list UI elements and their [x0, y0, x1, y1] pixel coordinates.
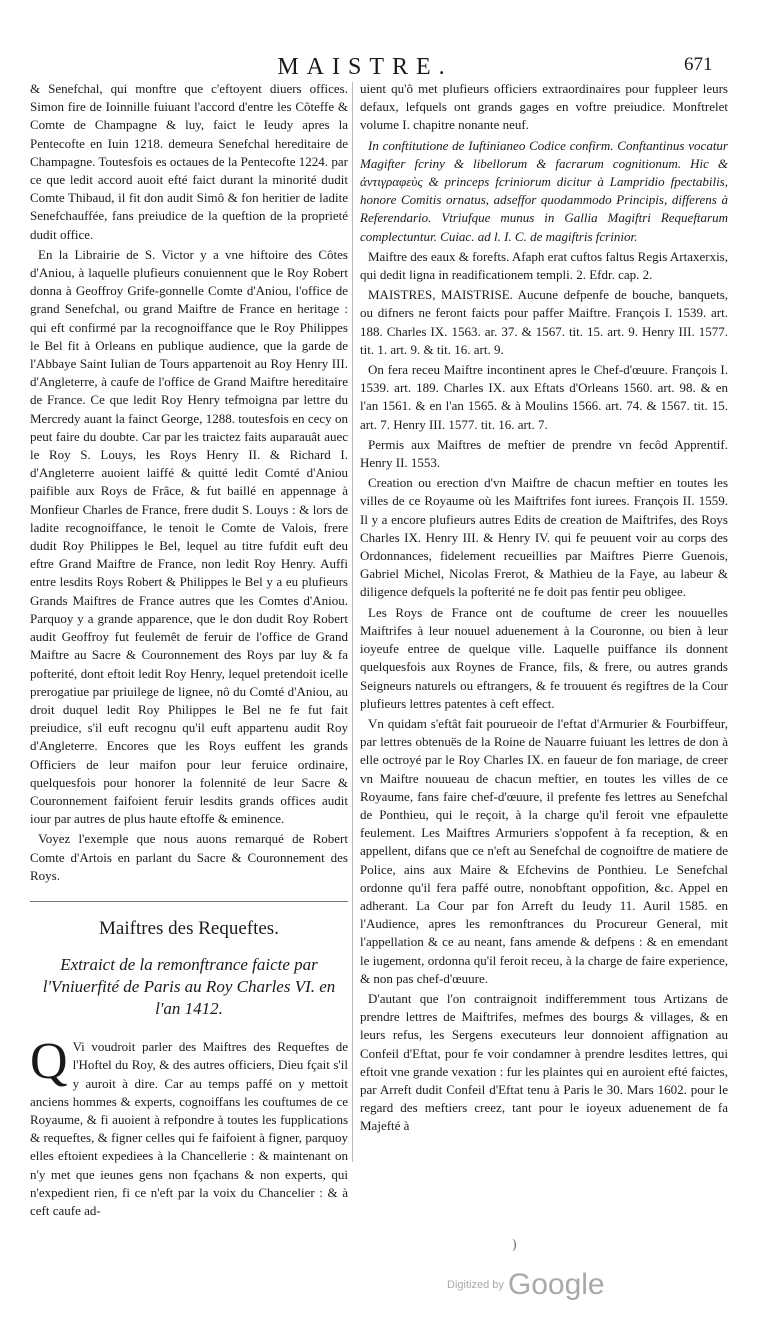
right-paragraph-10: D'autant que l'on contraignoit indifferemment tous Artizans de prendre lettres de Maiftrifes, mefmes des bourgs & villages, & en leurs refus, les Sergens executeurs leur donnoient affignation au Confeil d'Eftat, pour fe voir condamner à prendre lesdites lettres, qui eftoit vne grande vexation : fur les plaintes qui en auroient efté faictes, par Arreft dudit Confeil d'Eftat tenu à Paris le 30. Mars 1602. pour le regard des meftiers creez, tant pour le ioyeux aduenement de fa Majefté à: [360, 990, 728, 1134]
right-paragraph-2: In conftitutione de Iuftinianeo Codice confirm. Conftantinus vocatur Magifter fcriny & libellorum & facrarum cognitionum. Hic & ἀντιγραφεὺς & princeps fcriniorum dicitur à Lampridio fpectabilis, honore Comitis ornatus, adseffor quodammodo Principis, differens à Referendario. Vtriufque munus in Gallia Magiftri Requeftarum complectuntur. Cuiac. ad l. I. C. de magiftris fcrinior.: [360, 137, 728, 244]
watermark-prefix: Digitized by: [447, 1279, 504, 1291]
footer-mark: ): [512, 1238, 518, 1253]
page-number: 671: [684, 54, 713, 75]
right-paragraph-6: Permis aux Maiftres de meftier de prendre vn fecôd Apprentif. Henry II. 1553.: [360, 436, 728, 471]
running-head: MAISTRE.: [277, 54, 453, 80]
google-logo: Google: [507, 1268, 605, 1301]
right-paragraph-8: Les Roys de France ont de couftume de creer les nouuelles Maiftrifes à leur nouuel aduenement à la Couronne, ou bien à leur ioyeufe entree de quelque ville. Laquelle puiffance ils donnent quelquesfois aux Roynes de France, fils, & frere, ou autres grands Seigneurs naturels ou eftrangers, & fe trouuent és regiftres de la Cour plufieurs lettres patentes à ceft effect.: [360, 604, 728, 711]
right-paragraph-4: MAISTRES, MAISTRISE. Aucune defpenfe de bouche, banquets, ou difners ne feront faicts pour paffer Maiftre. François I. 1539. art. 188. Charles IX. 1563. ar. 37. & 1567. tit. 15. art. 9. Henry III. 1577. tit. 1. art. 9. & tit. 16. art. 9.: [360, 287, 728, 357]
dropcap-paragraph-text: Vi voudroit parler des Maiftres des Requeftes de l'Hoftel du Roy, & des autres officiers, Dieu fçait s'il y auroit à dire. Car au temps paffé on y mettoit anciens hommes & experts, cognoiffans les couftumes de ce Royaume, & fi auoient à refpondre à toutes les fupplications & requeftes, & figner celles qui fe faifoient à figner, parquoy elles eftoient expediees à la Chancellerie : & maintenant on n'y met que ieunes gens non fçachans & non experts, qui n'expedient rien, fi ce n'eft par la voix du Chancelier : & à ceft caufe ad-: [30, 1039, 348, 1218]
right-column: [360, 80, 728, 1138]
left-paragraph-2: En la Librairie de S. Victor y a vne hiftoire des Côtes d'Aniou, à laquelle plufieurs conuiennent que le Roy Robert donna à Geoffroy Grife-gonnelle Comte d'Aniou, l'office de grand Senefchal, ou grand Maiftre de France en heritage : qui eft confirmé par la recognoiffance que le Roy Philippes le Bel fit à Orleans en publique audience, que la garde de l'Abbaye Saint Iulian de Tours appartenoit au Roy Henry III. d'Angleterre, à caufe de l'office de Grand Maiftre hereditaire de France. Ce que ledit Roy Henry tefmoigna par lettre du Mercredy auant la fainct George, 1288. toutesfois en cecy on peut faire du doubte. Car par les traictez faits auparauât auec le Roy S. Louys, les Roys Henry II. & Richard I. d'Angleterre auoient laiffé & quitté ledit Comté d'Aniou paifible aux Roys de Frâce, & fut baillé en appennage à Monfieur Charles de France, frere dudit S. Louys : & lors de ladite recognoiffance, le tenoit le Comte de Valois, frere dudit Roy Philippes le Bel, lequel au titre fufdit euft deu eftre Grand Maiftre de France, non ledit Roy Henry. Auffi entre lesdits Roys Robert & Philippes le Bel y a eu plufieurs Grands Maiftres de France autres que les Comtes d'Aniou. Parquoy y a grande apparence, que le don dudit Roy Robert audit Geoffroy fut feulemêt de feruir de l'office de Grand Maiftre au Sacre & Couronnement des Roys par luy & fa pofterité, dont eftoit ledit Roy Henry, lequel pretendoit icelle prerogatiue par priuilege de lignee, nô du Comté d'Aniou, au droit duquel ledit Roy Philippes le Bel ne fe fut fait preiudice, s'il euft recognu qu'il euft appartenu audit Roy d'Angleterre. Encores que les Roys euffent les grands Officiers de leur maifon pour leur feruice ordinaire, quelquesfois pour honorer la folennité de leur Sacre & Couronnement faifoient feruir lesdits grands offices audit iour par autres de plus haute eftoffe & eminence.: [30, 246, 348, 827]
right-paragraph-3: Maiftre des eaux & forefts. Afaph erat cuftos faltus Regis Artaxerxis, qui dedit ligna in readificationem templi. 2. Efdr. cap. 2.: [360, 248, 728, 283]
dropcap-paragraph: [30, 1033, 348, 1220]
right-paragraph-9: Vn quidam s'eftât fait pourueoir de l'eftat d'Armurier & Fourbiffeur, par lettres obtenuës de la Roine de Nauarre fuiuant les lettres de don à elle octroyé par le Roy Charles IX. en faueur de fon mariage, de creer vn Maiftre nouueau de chacun meftier, en toutes les villes de ce Royaume, fans faire chef-d'œuure, il prefente fes lettres au Senefchal de Ponthieu, qui le reçoit, à la charge qu'il feroit vne efpaulette feulement. Les Maiftres Armuriers s'oppofent à fa reception, & en appellent, difans que ce n'eft au Senefchal de cognoiftre de matiere de Police, ains aux Maire & Efchevins de Ponthieu. Le Senefchal ordonne qu'il fera paffé outre, nonobftant oppofition, &c. Appel en adherant. La Cour par fon Arreft du Ieudy 11. Auril 1585. en l'Audience, apres les remonftrances du Procureur General, mit l'appellation & ce au neant, fans amende & defpens : & en emendant le iugement, ordonna qu'il feroit receu, à la charge de faire experience, & non pas chef-d'œuure.: [360, 715, 728, 986]
left-paragraph-1: & Senefchal, qui monftre que c'eftoyent diuers offices. Simon fire de Ioinnille fuiuant l'accord d'entre les Côteffe & Comte de Champagne & luy, faict le Ieudy apres la Pentecofte en Iuin 1218. demeura Senefchal hereditaire de Champagne. Toutesfois es octaues de la Pentecofte 1224. par ce que ledit accord auoit efté faict durant la minorité dudit Comte Thibaud, il fit don audit Simô & fon heritier de ladite Senefchauffée, fans preiudice de la queftion de la proprieté dudit office.: [30, 81, 348, 242]
digitized-watermark: [447, 1268, 605, 1302]
left-column: [30, 80, 348, 1222]
right-paragraph-5: On fera receu Maiftre incontinent apres le Chef-d'œuure. François I. 1539. art. 189. Charles IX. aux Eftats d'Orleans 1560. art. 98. & en l'an 1561. & en l'an 1565. & à Moulins 1566. art. 74. & 1567. tit. 15. art. 7. Henry III. 1577. tit. 16. art. 7.: [360, 362, 728, 432]
column-divider: [352, 82, 353, 1162]
extract-title: Extraict de la remonftrance faicte par l'Vniuerfité de Paris au Roy Charles VI. en l'an 1412.: [42, 955, 336, 1019]
right-paragraph-1: uient qu'ô met plufieurs officiers extraordinaires pour fuppleer leurs defaux, lefquels ont grands gages en voftre preiudice. Monftrelet volume I. chapitre nonante neuf.: [360, 81, 728, 133]
section-separator: [30, 901, 348, 902]
dropcap-letter: Q: [30, 1033, 68, 1091]
section-title: Maiftres des Requeftes.: [99, 917, 279, 939]
right-paragraph-7: Creation ou erection d'vn Maiftre de chacun meftier en toutes les villes de ce Royaume où les Maiftrifes font iurees. François II. 1559. Il y a encore plufieurs autres Edits de creation de Maiftrifes, des Roys Charles IX. Henry III. & Henry IV. qui fe peuuent voir au corps des Ordonnances, fidelement recueillies par Maiftres Pierre Guenois, Gabriel Michel, Nicolas Frerot, & Mathieu de la Faye, au labeur & diligence defquels la pofterité ne fe doit pas fentir peu obligee.: [360, 475, 728, 600]
left-paragraph-3: Voyez l'exemple que nous auons remarqué de Robert Comte d'Artois en parlant du Sacre & Couronnement des Roys.: [30, 831, 348, 883]
